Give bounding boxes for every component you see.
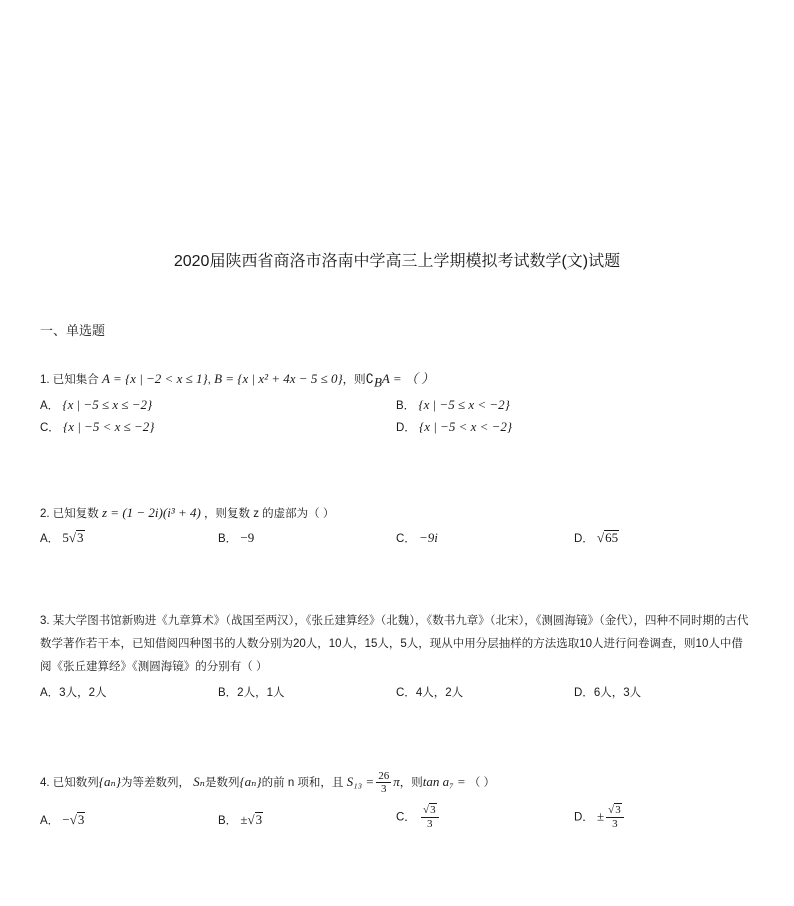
- q2-option-c[interactable]: [396, 530, 438, 546]
- radicand: 65: [605, 530, 619, 545]
- option-label: B．: [218, 687, 238, 699]
- q4-option-c[interactable]: [396, 803, 441, 830]
- sign: −: [62, 812, 70, 827]
- q4-text: 为等差数列，: [120, 777, 190, 789]
- fraction-denominator: 3: [612, 818, 618, 830]
- option-label: C．: [40, 422, 60, 434]
- sqrt-icon: √: [69, 812, 77, 827]
- complement-subscript: B: [373, 374, 382, 390]
- q4-sequence: {aₙ}: [239, 774, 262, 789]
- option-label: D．: [574, 811, 594, 824]
- sqrt-icon: √: [608, 804, 615, 816]
- q4-option-b[interactable]: [218, 812, 263, 828]
- radicand: 3: [615, 804, 621, 816]
- pi-symbol: π: [393, 774, 400, 789]
- q2-option-d[interactable]: [574, 530, 619, 546]
- fraction: [606, 803, 624, 830]
- q4-suffix: （ ）: [468, 777, 496, 789]
- question-1-stem: [40, 371, 434, 390]
- option-value: 2人，1人: [237, 687, 285, 699]
- question-3-stem: 3. 某大学图书馆新购进《九章算术》（战国至两汉），《张丘建算经》（北魏），《数书九章》（北宋），《测圆海镜》（金代），四种不同时期的古代数学著作若干本，已知借阅四种图书的人数分别为20人，10人，15人，5人，现从中用分层抽样的方法选取10人进行问卷调查，则10人中借阅《张丘建算经》《测圆海镜》的分别有（ ）: [40, 615, 749, 673]
- option-label: A．: [40, 533, 60, 545]
- option-label: A．: [40, 400, 60, 412]
- q4-option-a[interactable]: [40, 812, 85, 828]
- option-label: C．: [396, 533, 416, 545]
- q2-option-b[interactable]: [218, 530, 254, 546]
- sqrt-icon: √: [423, 804, 430, 816]
- fraction-denominator: 3: [380, 783, 387, 796]
- q2-expression: z = (1 − 2i)(i³ + 4): [102, 505, 201, 520]
- option-label: A．: [40, 815, 60, 827]
- option-value: {x | −5 ≤ x ≤ −2}: [62, 397, 153, 412]
- q4-option-d[interactable]: [574, 803, 626, 830]
- radicand: 3: [77, 812, 85, 827]
- fraction-numerator: [421, 803, 439, 818]
- q1-option-a[interactable]: [40, 397, 152, 413]
- option-coefficient: 5: [62, 530, 69, 545]
- option-label: B．: [218, 533, 238, 545]
- fraction-numerator: [606, 803, 624, 818]
- section-heading: 一、单选题: [40, 323, 106, 338]
- q2-prefix: 2. 已知复数: [40, 508, 99, 520]
- q1-comma: ,: [207, 374, 211, 386]
- option-value: 3人，2人: [59, 687, 107, 699]
- q1-option-d[interactable]: [396, 419, 512, 435]
- q1-set-a: A = {x | −2 < x ≤ 1}: [102, 371, 208, 386]
- q1-prefix: 1. 已知集合: [40, 374, 99, 386]
- fraction: [376, 770, 391, 795]
- option-label: B．: [218, 815, 238, 827]
- fraction: [421, 803, 439, 830]
- option-label: A．: [40, 687, 60, 699]
- question-4-stem: [40, 767, 495, 798]
- fraction-numerator: 26: [378, 770, 390, 783]
- sign: ±: [240, 812, 248, 827]
- sqrt-icon: √: [597, 530, 605, 545]
- question-2-stem: [40, 505, 334, 522]
- q3-option-b[interactable]: [218, 684, 284, 700]
- q1-option-b[interactable]: [396, 397, 510, 413]
- q4-s13: S₁₃ =: [346, 774, 375, 789]
- sqrt-icon: √: [68, 530, 77, 545]
- q3-option-c[interactable]: [396, 684, 463, 700]
- sqrt-icon: √: [247, 812, 255, 827]
- option-value: {x | −5 < x < −2}: [419, 419, 513, 434]
- q2-suffix: ，则复数 z 的虚部为（ ）: [204, 508, 335, 520]
- option-label: C．: [396, 811, 416, 824]
- q4-text: ，则: [399, 777, 423, 789]
- option-label: D．: [574, 687, 594, 699]
- option-value: 4人，2人: [415, 687, 464, 699]
- q2-option-a[interactable]: [40, 530, 85, 546]
- page-title: 2020届陕西省商洛市洛南中学高三上学期模拟考试数学(文)试题: [173, 253, 621, 270]
- q4-tan: tan a₇ =: [422, 774, 466, 789]
- q4-prefix: 4. 已知数列: [40, 777, 99, 789]
- option-value: {x | −5 < x ≤ −2}: [63, 419, 155, 434]
- sign: ±: [597, 808, 605, 824]
- q4-sn: Sₙ: [193, 774, 205, 789]
- radicand: 3: [255, 812, 263, 827]
- radicand: 3: [430, 804, 436, 816]
- option-value: {x | −5 ≤ x < −2}: [418, 397, 510, 412]
- option-value: 6人，3人: [593, 687, 642, 699]
- option-value: −9: [240, 530, 255, 545]
- q4-sequence: {aₙ}: [98, 774, 121, 789]
- option-label: D．: [574, 533, 594, 545]
- complement-symbol: ∁: [365, 371, 374, 386]
- q1-rest: A = （ ）: [381, 371, 435, 386]
- option-value: −9i: [419, 530, 438, 545]
- fraction-denominator: 3: [427, 818, 433, 830]
- q3-option-a[interactable]: [40, 684, 106, 700]
- option-label: D．: [396, 422, 416, 434]
- q4-text: 是数列: [204, 777, 240, 789]
- radicand: 3: [77, 530, 84, 545]
- option-label: B．: [396, 400, 416, 412]
- q1-then: ，则: [342, 374, 366, 386]
- q3-option-d[interactable]: [574, 684, 641, 700]
- q1-option-c[interactable]: [40, 419, 154, 435]
- q4-text: 的前 n 项和，且: [261, 777, 344, 789]
- option-label: C．: [396, 687, 416, 699]
- q1-set-b: B = {x | x² + 4x − 5 ≤ 0}: [214, 371, 343, 386]
